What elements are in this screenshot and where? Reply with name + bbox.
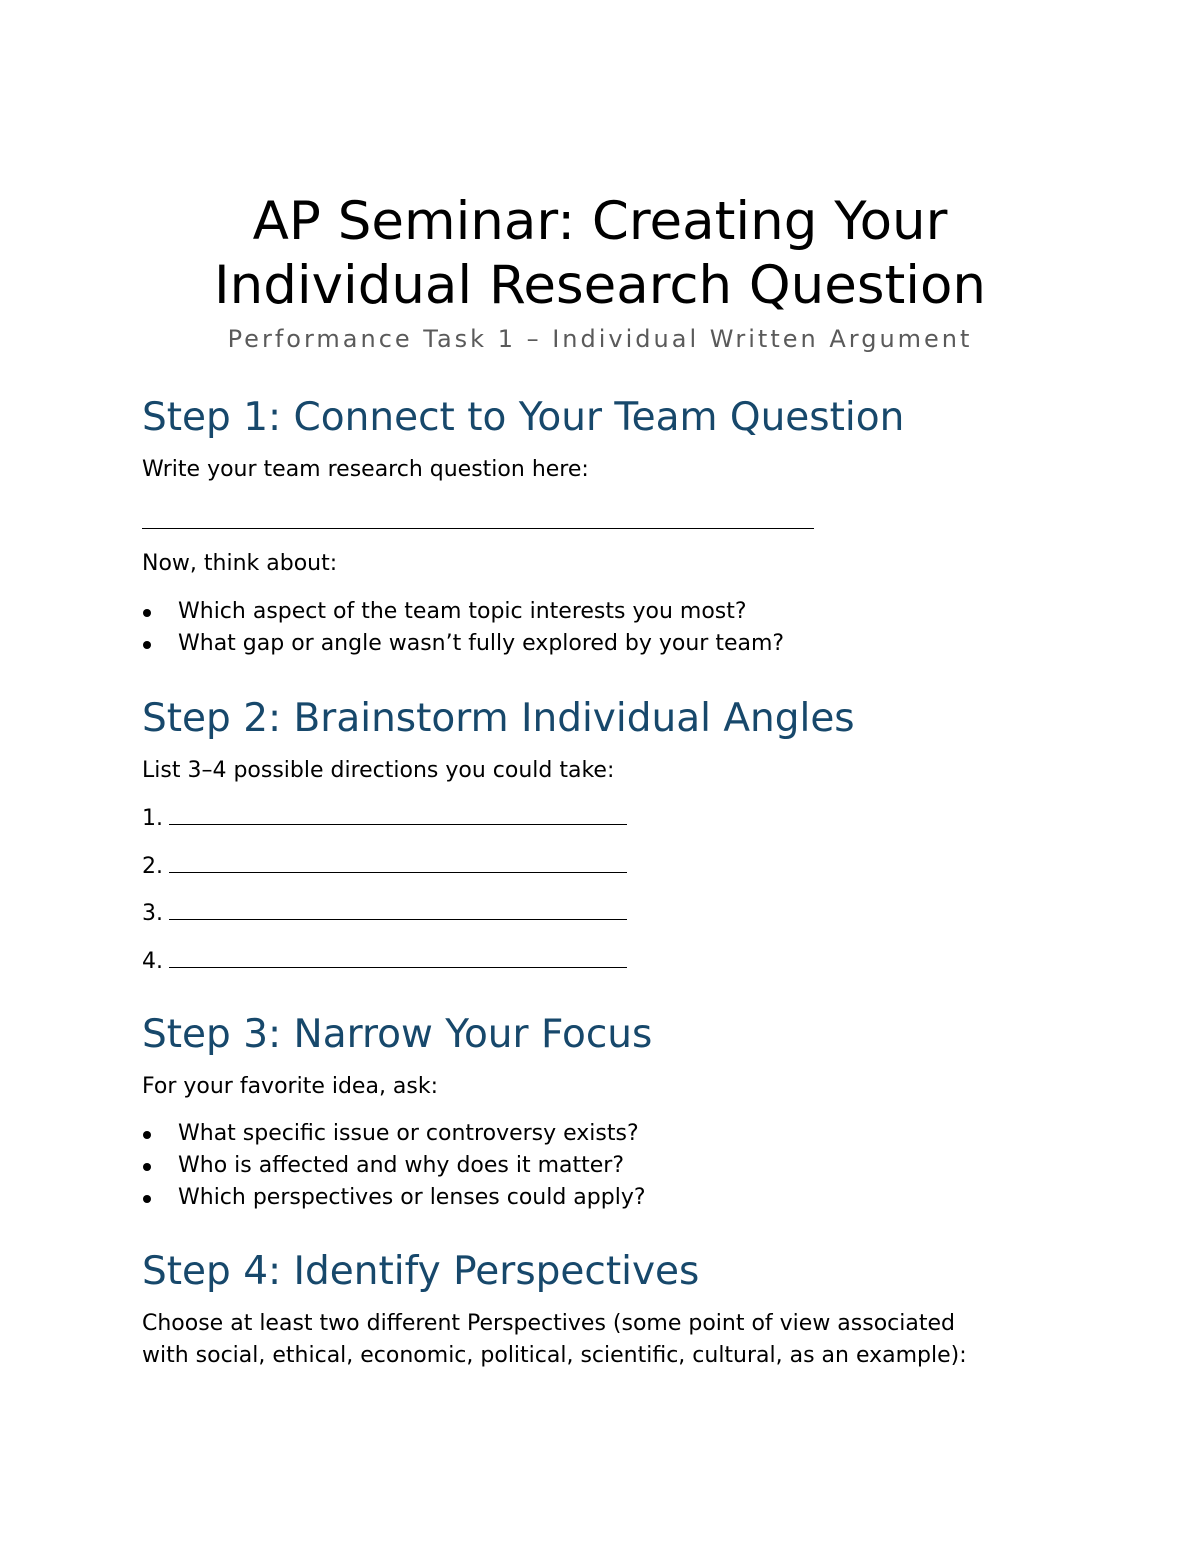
bullet-icon — [143, 609, 151, 617]
step3-heading: Step 3: Narrow Your Focus — [142, 1012, 653, 1057]
angle-line-3 — [142, 897, 627, 930]
step4-prompt-line-1: Choose at least two different Perspectives (some point of view associated — [142, 1311, 955, 1336]
step1-think-label: Now, think about: — [142, 551, 338, 576]
step1-bullet-list — [142, 596, 784, 660]
list-item — [142, 628, 784, 660]
angle-answer-blank[interactable] — [169, 897, 627, 920]
list-item-text: What gap or angle wasn’t fully explored by your team? — [178, 631, 785, 656]
document-title — [0, 190, 1200, 318]
list-item — [142, 1118, 646, 1150]
title-line-1: AP Seminar: Creating Your — [252, 191, 948, 252]
team-question-answer-line[interactable] — [142, 528, 814, 529]
step3-bullet-list — [142, 1118, 646, 1214]
bullet-icon — [143, 641, 151, 649]
list-item-text: Which perspectives or lenses could apply? — [178, 1185, 646, 1210]
angle-answer-blank[interactable] — [169, 945, 627, 968]
angle-answer-blank[interactable] — [169, 802, 627, 825]
bullet-icon — [143, 1163, 151, 1171]
list-item-text: What specific issue or controversy exists? — [178, 1121, 639, 1146]
bullet-icon — [143, 1195, 151, 1203]
step4-prompt — [142, 1308, 967, 1372]
list-item — [142, 1182, 646, 1214]
list-item — [142, 596, 784, 628]
step2-heading: Step 2: Brainstorm Individual Angles — [142, 696, 855, 741]
title-line-2: Individual Research Question — [214, 255, 986, 316]
list-item-text: Who is affected and why does it matter? — [178, 1153, 625, 1178]
angle-number: 4. — [142, 949, 163, 974]
step3-prompt: For your favorite idea, ask: — [142, 1074, 439, 1099]
angle-number: 1. — [142, 806, 163, 831]
angle-line-2 — [142, 850, 627, 883]
list-item-text: Which aspect of the team topic interests you most? — [178, 599, 747, 624]
angle-line-4 — [142, 945, 627, 978]
angle-line-1 — [142, 802, 627, 835]
angle-number: 2. — [142, 854, 163, 879]
step1-prompt: Write your team research question here: — [142, 457, 589, 482]
step4-prompt-line-2: with social, ethical, economic, political, scientific, cultural, as an example): — [142, 1343, 967, 1368]
angle-answer-blank[interactable] — [169, 850, 627, 873]
angle-number: 3. — [142, 901, 163, 926]
step2-prompt: List 3–4 possible directions you could take: — [142, 758, 615, 783]
step4-heading: Step 4: Identify Perspectives — [142, 1249, 700, 1294]
document-subtitle: Performance Task 1 – Individual Written Argument — [227, 325, 973, 353]
list-item — [142, 1150, 646, 1182]
bullet-icon — [143, 1131, 151, 1139]
step1-heading: Step 1: Connect to Your Team Question — [142, 395, 905, 440]
